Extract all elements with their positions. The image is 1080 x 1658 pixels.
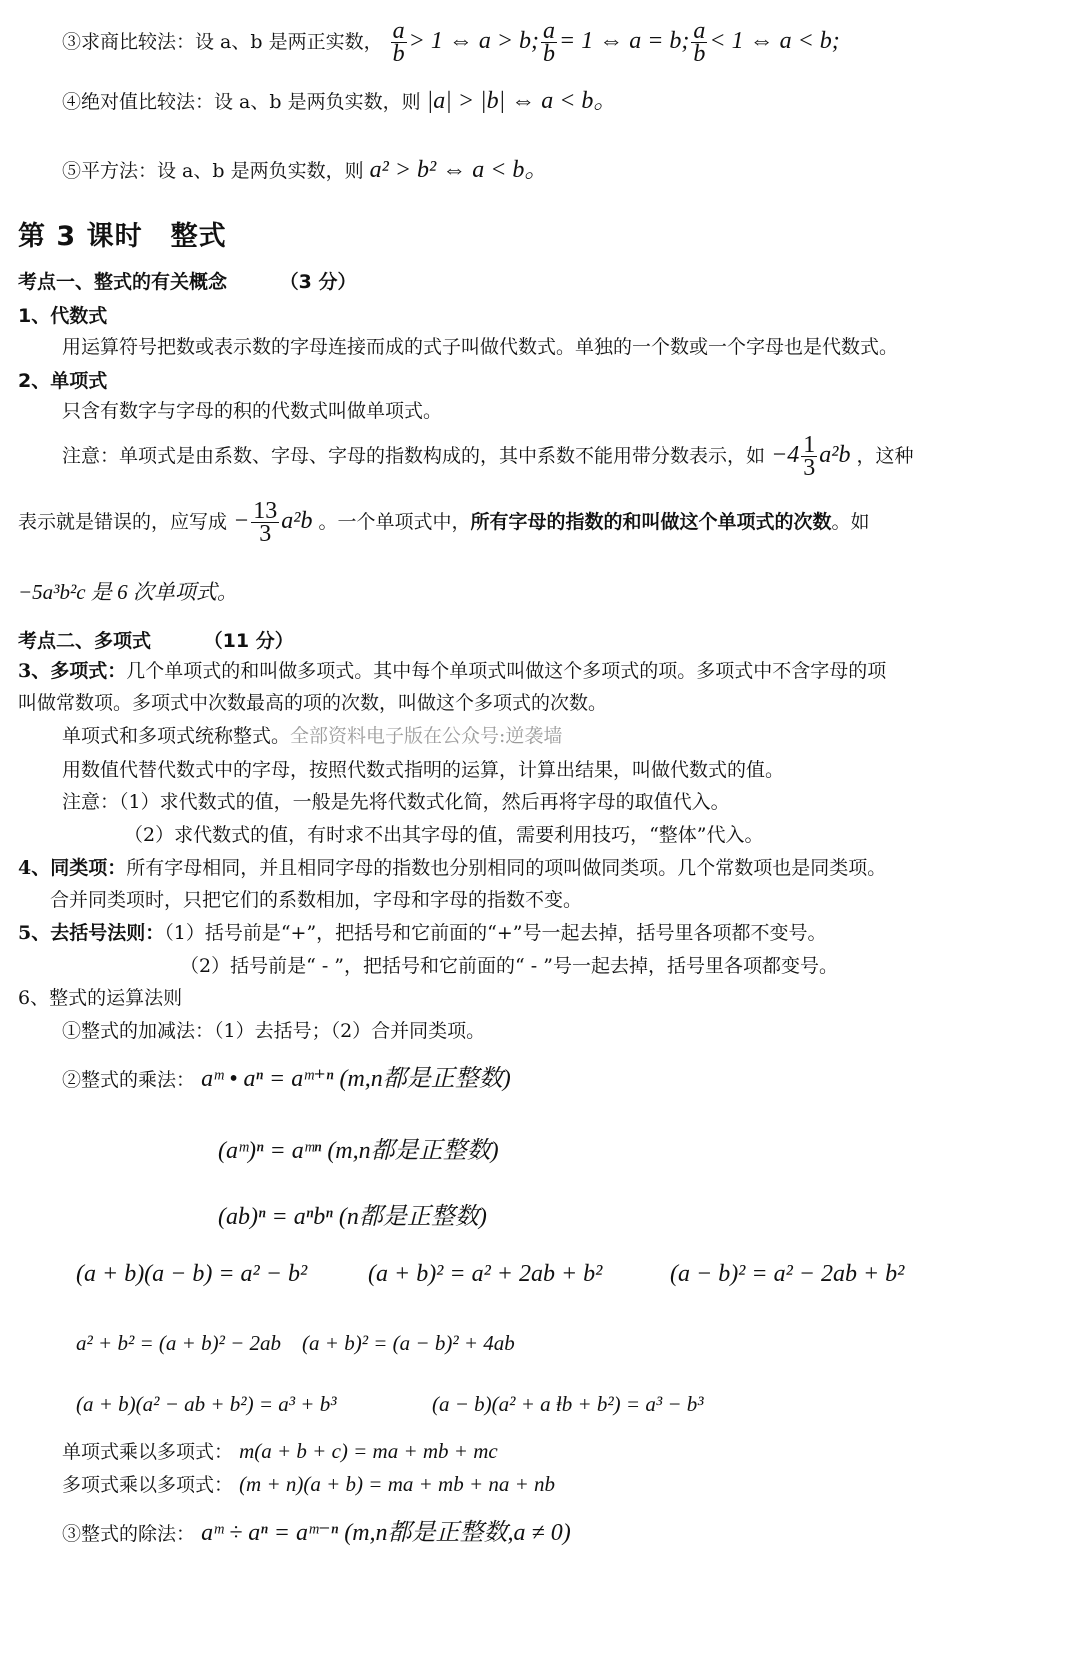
- s2-note: [62, 434, 914, 479]
- s6-mono-formula: m(a + b + c) = ma + mb + mc: [239, 1439, 498, 1463]
- square-compare-line: [62, 157, 548, 184]
- ratio-compare-label: ③求商比较法：设 a、b 是两正实数，: [62, 31, 383, 54]
- ratio-compare-formula: $\frac{a}{b}$ > 1 ⇔ a > b; $\frac{a}{b}$ = 1 ⇔ a = b; $\frac{a}{b}$ < 1 ⇔ a < b;: [392, 18, 840, 67]
- ratio-compare-line: [62, 20, 840, 65]
- s3-text3: 单项式和多项式统称整式。: [62, 725, 291, 747]
- improper-fraction-example: − $\frac{13}{3}$ a²b: [233, 498, 313, 547]
- watermark-text: 全部资料电子版在公众号:逆袭墙: [290, 725, 563, 747]
- s6-mul3: (ab)ⁿ = aⁿbⁿ (n都是正整数): [218, 1204, 487, 1230]
- lesson-title: 第 3 课时 整式: [18, 221, 227, 252]
- s6-mul-label: ②整式的乘法：: [62, 1069, 196, 1091]
- square-compare-label: ⑤平方法：设 a、b 是两负实数，则: [62, 160, 364, 182]
- formula-square-of-sum: (a + b)² = a² + 2ab + b²: [368, 1261, 603, 1287]
- kp2-title: 考点二、多项式: [18, 630, 152, 652]
- s4-text1: 所有字母相同，并且相同字母的指数也分别相同的项叫做同类项。几个常数项也是同类项。: [126, 857, 887, 879]
- formula-diff-of-cubes: (a − b)(a² + a ⱡb + b²) = a³ − b³: [432, 1392, 704, 1416]
- s6-div-formula: aᵐ ÷ aⁿ = aᵐ⁻ⁿ (m,n都是正整数,a ≠ 0): [201, 1520, 571, 1546]
- kp2-heading: [18, 626, 294, 653]
- kp1-heading: [18, 267, 356, 294]
- s1-text: 用运算符号把数或表示数的字母连接而成的式子叫做代数式。单独的一个数或一个字母也是代数式。: [62, 336, 899, 358]
- s4-line1: [18, 855, 886, 881]
- kp1-score: （3 分）: [279, 271, 357, 293]
- s2-note-b: ，这种: [856, 445, 914, 468]
- mixed-number-example: −4 $\frac{1}{3}$ a²b: [771, 432, 851, 481]
- s6-div-line: [62, 1520, 571, 1547]
- s4-heading: 4、同类项：: [18, 857, 127, 879]
- s2-line2-b: 。一个单项式中，: [318, 511, 471, 534]
- s3-line1: [18, 658, 886, 684]
- formula-square-of-diff: (a − b)² = a² − 2ab + b²: [670, 1261, 905, 1287]
- s6-div-label: ③整式的除法：: [62, 1523, 196, 1545]
- s6-mono-label: 单项式乘以多项式：: [62, 1441, 234, 1463]
- s6-mul1: aᵐ • aⁿ = aᵐ⁺ⁿ (m,n都是正整数): [201, 1066, 511, 1092]
- formula-diff-of-squares: (a + b)(a − b) = a² − b²: [76, 1261, 308, 1287]
- s3-line3: [62, 723, 562, 749]
- s2-def: 只含有数字与字母的积的代数式叫做单项式。: [62, 400, 443, 422]
- s2-line2-a: 表示就是错误的，应写成: [18, 511, 228, 534]
- s6-poly-label: 多项式乘以多项式：: [62, 1474, 234, 1496]
- kp1-title: 考点一、整式的有关概念: [18, 271, 228, 293]
- s5-line1: [18, 920, 827, 946]
- s2-note-a: 注意：单项式是由系数、字母、字母的指数构成的，其中系数不能用带分数表示，如: [62, 445, 766, 468]
- abs-compare-label: ④绝对值比较法：设 a、b 是两负实数，则: [62, 91, 421, 113]
- s6-mono-line: [62, 1438, 498, 1465]
- formula-identities: a² + b² = (a + b)² − 2ab (a + b)² = (a − b)² + 4ab: [76, 1331, 515, 1355]
- s3-text2: 叫做常数项。多项式中次数最高的项的次数，叫做这个多项式的次数。: [18, 692, 608, 714]
- s6-mul-line: [62, 1066, 511, 1093]
- s5-rule2: （2）括号前是“ - ”，把括号和它前面的“ - ”号一起去掉，括号里各项都变号。: [180, 955, 838, 977]
- s3-note2: （2）求代数式的值，有时求不出其字母的值，需要利用技巧，“整体”代入。: [124, 824, 764, 846]
- s6-add: ①整式的加减法：（1）去括号；（2）合并同类项。: [62, 1020, 486, 1042]
- s2-line2-bold: 所有字母的指数的和叫做这个单项式的次数: [470, 511, 832, 534]
- s6-poly-formula: (m + n)(a + b) = ma + mb + na + nb: [239, 1472, 556, 1496]
- s2-heading: 2、单项式: [18, 370, 108, 392]
- s6-heading: 6、整式的运算法则: [18, 987, 183, 1009]
- s2-line3: −5a³b²c 是 6 次单项式。: [18, 580, 238, 604]
- s3-text1: 几个单项式的和叫做多项式。其中每个单项式叫做这个多项式的项。多项式中不含字母的项: [126, 660, 887, 682]
- s3-heading: 3、多项式：: [18, 660, 127, 682]
- formula-sum-of-cubes: (a + b)(a² − ab + b²) = a³ + b³: [76, 1392, 337, 1416]
- s3-text4: 用数值代替代数式中的字母，按照代数式指明的运算，计算出结果，叫做代数式的值。: [62, 759, 785, 781]
- s4-text2: 合并同类项时，只把它们的系数相加，字母和字母的指数不变。: [50, 889, 583, 911]
- s6-poly-line: [62, 1471, 555, 1498]
- s2-line2: [18, 500, 870, 545]
- s2-line2-c: 。如: [831, 511, 870, 534]
- s1-heading: 1、代数式: [18, 305, 108, 327]
- s3-note1: 注意：（1）求代数式的值，一般是先将代数式化简，然后再将字母的取值代入。: [62, 791, 730, 813]
- abs-compare-line: [62, 88, 617, 115]
- s5-heading: 5、去括号法则：: [18, 922, 165, 944]
- s6-mul2: (aᵐ)ⁿ = aᵐⁿ (m,n都是正整数): [218, 1138, 499, 1164]
- abs-compare-formula: |a| > |b| ⇔ a < b。: [426, 88, 618, 114]
- square-compare-formula: a² > b² ⇔ a < b。: [369, 157, 549, 183]
- s5-rule1: （1）括号前是“+”，把括号和它前面的“+”号一起去掉，括号里各项都不变号。: [164, 922, 827, 944]
- kp2-score: （11 分）: [203, 630, 294, 652]
